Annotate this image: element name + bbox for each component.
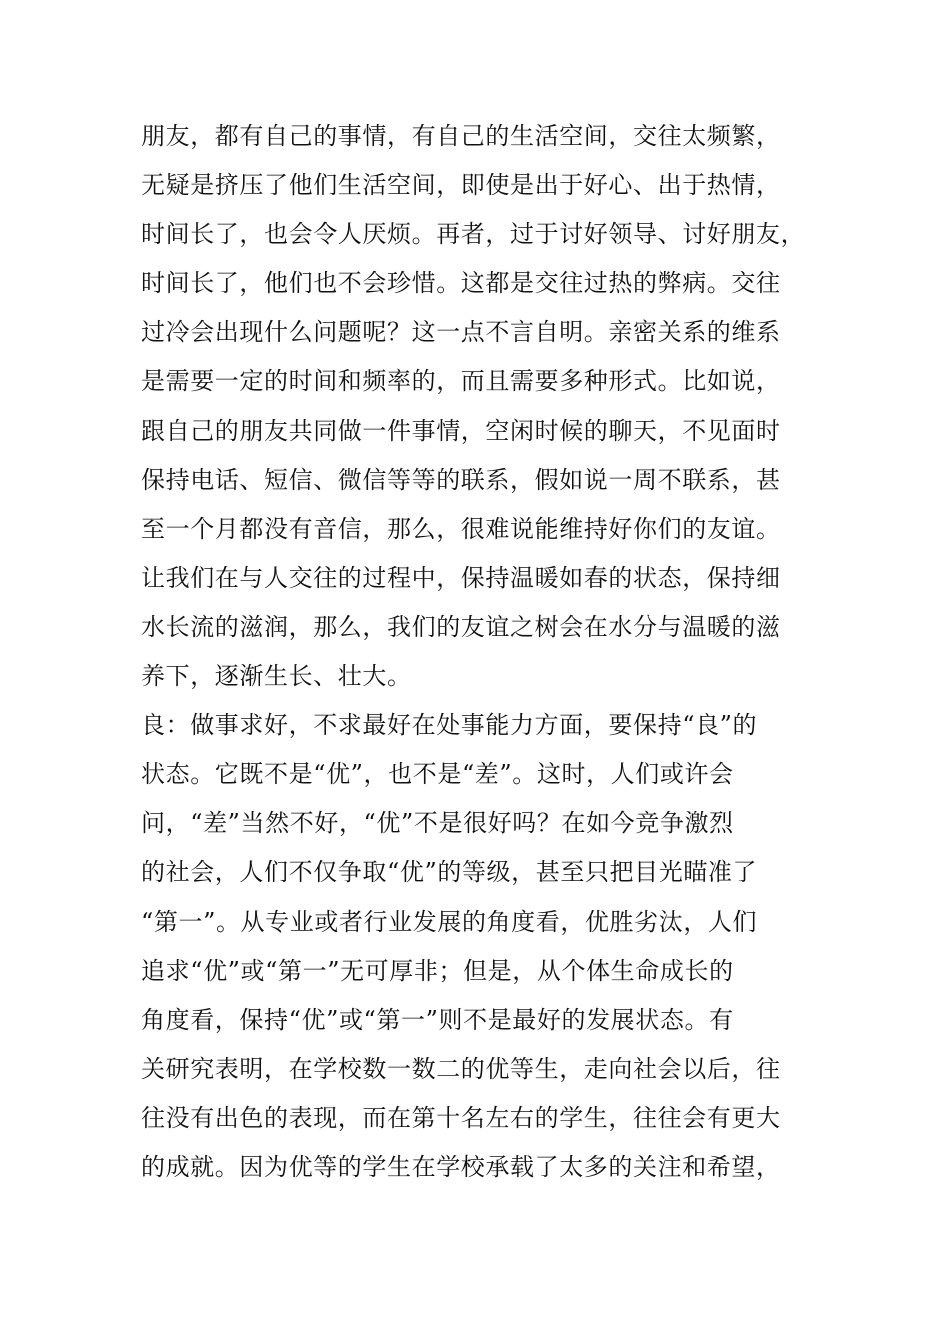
text-line-5: 过冷会出现什么问题呢？这一点不言自明。亲密关系的维系 <box>141 318 781 347</box>
text-line-14: 状态。它既不是“优”，也不是“差”。这时，人们或许会 <box>141 760 734 789</box>
text-line-11: 水长流的滋润，那么，我们的友谊之树会在水分与温暖的滋 <box>141 612 781 641</box>
text-line-8: 保持电话、短信、微信等等的联系，假如说一周不联系，甚 <box>141 465 781 494</box>
text-line-9: 至一个月都没有音信，那么，很难说能维持好你们的友谊。 <box>141 514 781 543</box>
text-line-3: 时间长了，也会令人厌烦。再者，过于讨好领导、讨好朋友， <box>141 220 806 249</box>
text-line-1: 朋友，都有自己的事情，有自己的生活空间，交往太频繁， <box>141 122 781 150</box>
text-line-12: 养下，逐渐生长、壮大。 <box>141 662 412 691</box>
text-line-20: 关研究表明，在学校数一数二的优等生，走向社会以后，往 <box>141 1054 781 1083</box>
text-line-18: 追求“优”或“第一”无可厚非；但是，从个体生命成长的 <box>141 956 734 985</box>
text-line-7: 跟自己的朋友共同做一件事情，空闲时候的聊天，不见面时 <box>141 416 781 445</box>
text-line-4: 时间长了，他们也不会珍惜。这都是交往过热的弊病。交往 <box>141 269 781 298</box>
body-text <box>141 112 831 1192</box>
text-line-13: 良：做事求好，不求最好在处事能力方面，要保持“良”的 <box>141 711 758 740</box>
text-line-6: 是需要一定的时间和频率的，而且需要多种形式。比如说， <box>141 367 781 396</box>
text-line-17: “第一”。从专业或者行业发展的角度看，优胜劣汰，人们 <box>141 907 758 936</box>
text-line-10: 让我们在与人交往的过程中，保持温暖如春的状态，保持细 <box>141 563 781 592</box>
text-line-15: 问，“差”当然不好，“优”不是很好吗？在如今竞争激烈 <box>141 809 734 838</box>
text-line-16: 的社会，人们不仅争取“优”的等级，甚至只把目光瞄准了 <box>141 858 758 887</box>
text-line-22: 的成就。因为优等的学生在学校承载了太多的关注和希望， <box>141 1152 781 1181</box>
text-line-2: 无疑是挤压了他们生活空间，即使是出于好心、出于热情， <box>141 171 781 200</box>
text-line-21: 往没有出色的表现，而在第十名左右的学生，往往会有更大 <box>141 1103 781 1132</box>
text-line-19: 角度看，保持“优”或“第一”则不是最好的发展状态。有 <box>141 1005 734 1034</box>
